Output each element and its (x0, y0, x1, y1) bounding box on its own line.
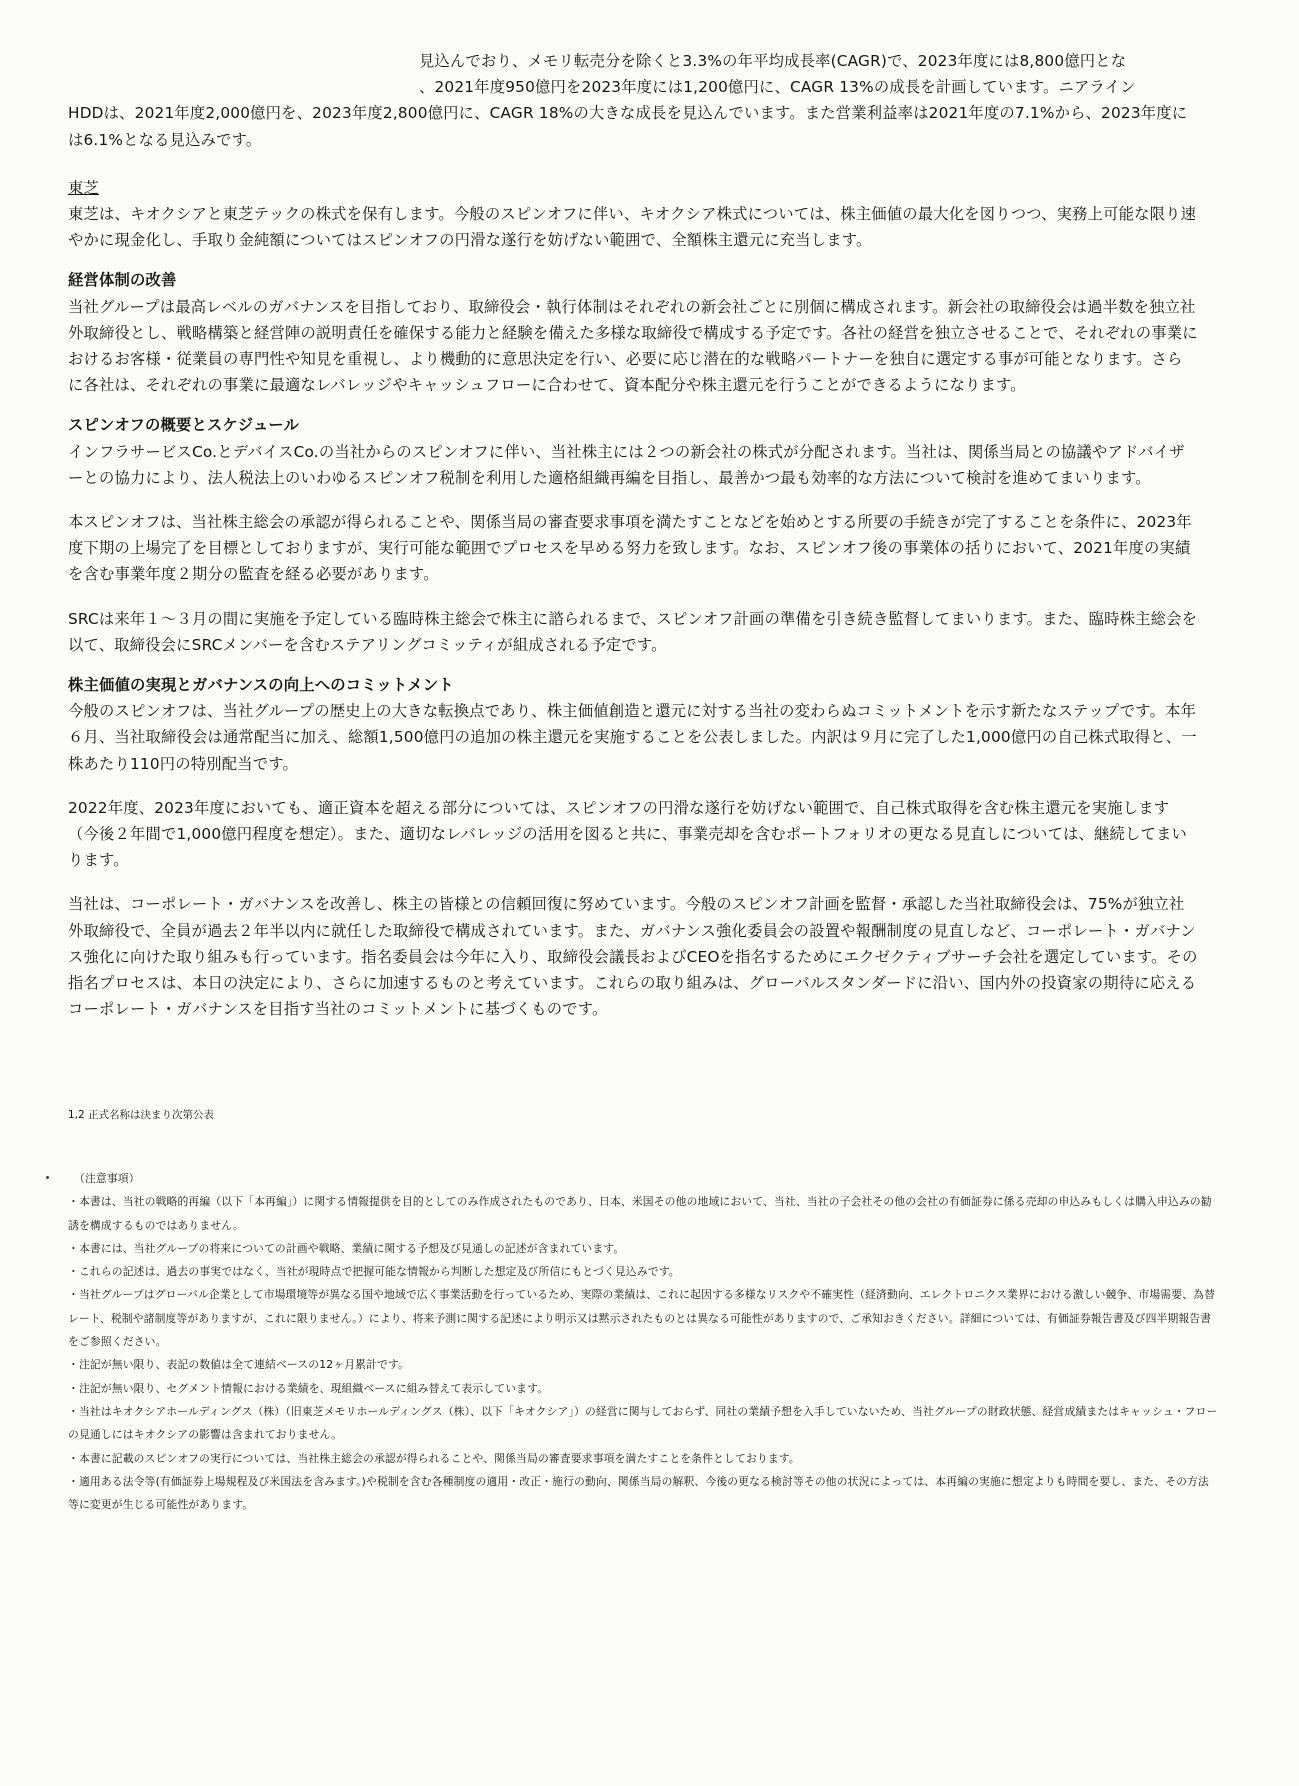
toshiba-heading: 東芝 (68, 178, 99, 197)
note-item: ・注記が無い限り、表記の数値は全て連結ベースの12ヶ月累計です。 (68, 1358, 410, 1372)
commitment-paragraph-3: 当社は、コーポレート・ガバナンスを改善し、株主の皆様との信頼回復に努めています。今般のスピンオフ計画を監督・承認した当社取締役会は、75%が独立社外取締役で、全員が過去２年半以内に就任した取締役で構成されています。また、ガバナンス強化委員会の設置や報酬制度の見直しなど、コーポレート・ガバナンス強化に向けた取り組みも行っています。指名委員会は今年に入り、取締役会議長およびCEOを指名するためにエクゼクティブサーチ会社を選定しています。その指名プロセスは、本日の決定により、さらに加速するものと考えています。これらの取り組みは、グローバルスタンダードに沿い、国内外の投資家の期待に応えるコーポレート・ガバナンスを目指す当社のコミットメントに基づくものです。 (68, 895, 1198, 1019)
scan-mark (46, 1176, 49, 1179)
disclaimer-notes (68, 1167, 1218, 1516)
toshiba-paragraph: 東芝は、キオクシアと東芝テックの株式を保有します。今般のスピンオフに伴い、キオクシア株式については、株主価値の最大化を図りつつ、実務上可能な限り速やかに現金化し、手取り金純額についてはスピンオフの円滑な遂行を妨げない範囲で、全額株主還元に充当します。 (68, 205, 1197, 250)
footnote: 1,2 正式名称は決まり次第公表 (68, 1109, 215, 1121)
spinoff-heading: スピンオフの概要とスケジュール (68, 416, 300, 435)
note-item: ・注記が無い限り、セグメント情報における業績を、現組織ベースに組み替えて表示しています。 (68, 1381, 549, 1395)
note-item: ・これらの記述は、過去の事実ではなく、当社が現時点で把握可能な情報から判断した想定及び所信にもとづく見込みです。 (68, 1265, 680, 1279)
main-body (68, 48, 1198, 1023)
fragment-line-1: 見込んでおり、メモリ転売分を除くと3.3%の年平均成長率(CAGR)で、2023年度には8,800億円とな (419, 52, 1127, 70)
notes-title: （注意事項） (74, 1172, 140, 1185)
note-item: ・本書に記載のスピンオフの実行については、当社株主総会の承認が得られることや、関係当局の審査要求事項を満たすことを条件としております。 (68, 1451, 800, 1465)
governance-paragraph: 当社グループは最高レベルのガバナンスを目指しており、取締役会・執行体制はそれぞれの新会社ごとに別個に構成されます。新会社の取締役会は過半数を独立社外取締役とし、戦略構築と経営陣の説明責任を確保する能力と経験を備えた多様な取締役で構成する予定です。各社の経営を独立させることで、それぞれの事業におけるお客様・従業員の専門性や知見を重視し、より機動的に意思決定を行い、必要に応じ潜在的な戦略パートナーを独自に選定する事が可能となります。さらに各社は、それぞれの事業に最適なレバレッジやキャッシュフローに合わせて、資本配分や株主還元を行うことができるようになります。 (68, 297, 1198, 395)
note-item: ・本書は、当社の戦略的再編（以下「本再編」）に関する情報提供を目的としてのみ作成されたものであり、日本、米国その他の地域において、当社、当社の子会社その他の会社の有価証券に係る売却の申込みもしくは購入申込みの勧誘を構成するものではありません。 (68, 1195, 1212, 1232)
spinoff-paragraph-2: 本スピンオフは、当社株主総会の承認が得られることや、関係当局の審査要求事項を満たすことなどを始めとする所要の手続きが完了することを条件に、2023年度下期の上場完了を目標としておりますが、実行可能な範囲でプロセスを早める努力を致します。なお、スピンオフ後の事業体の括りにおいて、2021年度の実績を含む事業年度２期分の監査を経る必要があります。 (68, 513, 1192, 584)
fragment-line-3: HDDは、2021年度2,000億円を、2023年度2,800億円に、CAGR 18%の大きな成長を見込んでいます。また営業利益率は2021年度の7.1%から、2023年度には6.1%となる見込みです。 (68, 104, 1188, 149)
note-item: ・本書には、当社グループの将来についての計画や戦略、業績に関する予想及び見通しの記述が含まれています。 (68, 1241, 625, 1255)
note-item: ・当社はキオクシアホールディングス（株）（旧東芝メモリホールディングス（株）、以下「キオクシア」）の経営に関与しておらず、同社の業績予想を入手していないため、当社グループの財政状態、経営成績またはキャッシュ・フローの見通しにはキオクシアの影響は含まれておりません。 (68, 1404, 1218, 1442)
spinoff-paragraph-1: インフラサービスCo.とデバイスCo.の当社からのスピンオフに伴い、当社株主には２つの新会社の株式が分配されます。当社は、関係当局との協議やアドバイザーとの協力により、法人税法上のいわゆるスピンオフ税制を利用した適格組織再編を目指し、最善かつ最も効率的な方法について検討を進めてまいります。 (68, 442, 1185, 487)
commitment-paragraph-2: 2022年度、2023年度においても、適正資本を超える部分については、スピンオフの円滑な遂行を妨げない範囲で、自己株式取得を含む株主還元を実施します（今後２年間で1,000億円程度を想定）。また、適切なレバレッジの活用を図ると共に、事業売却を含むポートフォリオの更なる見直しについては、継続してまいります。 (68, 798, 1188, 870)
note-item: ・当社グループはグローバル企業として市場環境等が異なる国や地域で広く事業活動を行っているため、実際の業績は、これに起因する多様なリスクや不確実性（経済動向、エレクトロニクス業界における激しい競争、市場需要、為替レート、税制や諸制度等がありますが、これに限りません。）により、将来予測に関する記述により明示又は黙示されたものとは異なる可能性がありますので、ご承知おきください。詳細については、有価証券報告書及び四半期報告書をご参照ください。 (68, 1288, 1216, 1349)
spinoff-paragraph-3: SRCは来年１～３月の間に実施を予定している臨時株主総会で株主に諮られるまで、スピンオフ計画の準備を引き続き監督してまいります。また、臨時株主総会を以て、取締役会にSRCメンバーを含むステアリングコミッティが組成される予定です。 (68, 609, 1198, 654)
fragment-line-2: 、2021年度950億円を2023年度には1,200億円に、CAGR 13%の成長を計画しています。ニアライン (419, 78, 1136, 97)
commitment-heading: 株主価値の実現とガバナンスの向上へのコミットメント (68, 676, 454, 695)
governance-heading: 経営体制の改善 (68, 271, 177, 290)
commitment-paragraph-1: 今般のスピンオフは、当社グループの歴史上の大きな転換点であり、株主価値創造と還元に対する当社の変わらぬコミットメントを示す新たなステップです。本年６月、当社取締役会は通常配当に加え、総額1,500億円の追加の株主還元を実施することを公表しました。内訳は９月に完了した1,000億円の自己株式取得と、一株あたり110円の特別配当です。 (68, 702, 1197, 773)
note-item: ・適用ある法令等(有価証券上場規程及び米国法を含みます。)や税制を含む各種制度の適用・改正・施行の動向、関係当局の解釈、今後の更なる検討等その他の状況によっては、本再編の実施に想定よりも時間を要し、また、その方法等に変更が生じる可能性があります。 (68, 1474, 1209, 1512)
